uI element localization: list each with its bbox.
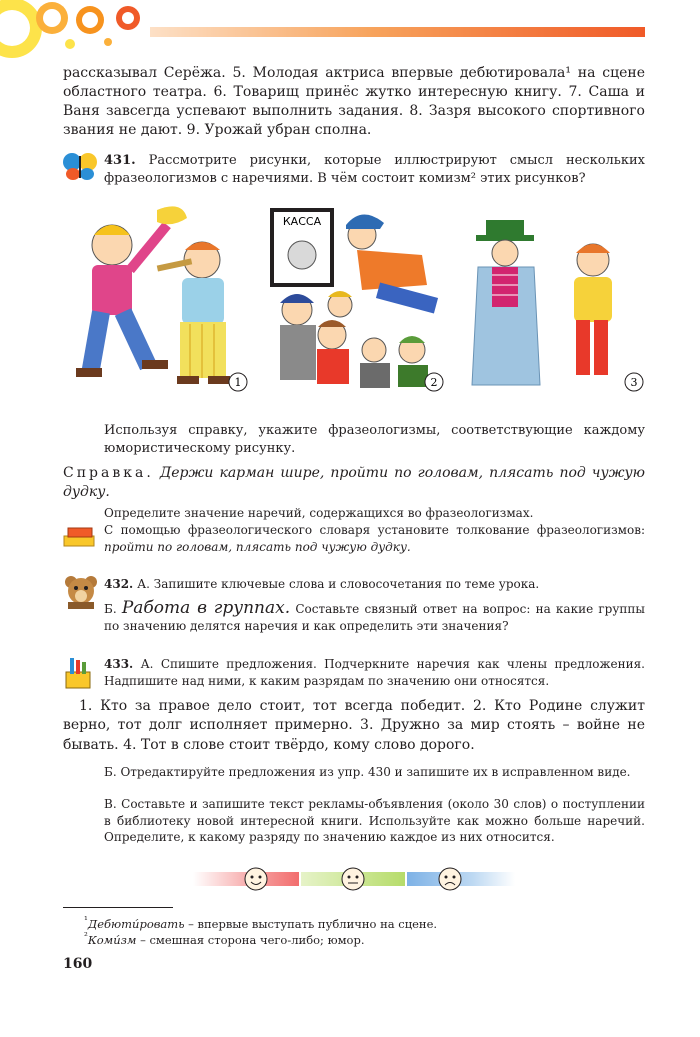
- exercise-433-sentences: 1. Кто за правое дело стоит, тот всегда победит. 2. Кто Родине служит верно, тот долг исполняет примерно. 3. Дружно за мир стоять – войне не бывать. 4. Тот в слове стоит твёрдо, кому слово дорого.: [63, 698, 645, 753]
- exercise-432-b-label: Б.: [104, 602, 117, 616]
- illustration-label-2: 2: [430, 376, 438, 389]
- group-work-title: Работа в группах.: [121, 598, 291, 618]
- exercise-432-b: [104, 600, 645, 634]
- intro-paragraph: рассказывал Серёжа. 5. Молодая актриса впервые дебютировала¹ на сцене областного театра. 6. Товарищ принёс жутко интересную книгу. 7. Саша и Ваня завсегда успевают выполнить задания. 8. Зазря высокого спортивного звания не дают. 9. Урожай убран сполна.: [63, 65, 645, 138]
- illustration-label-3: 3: [630, 376, 638, 389]
- exercise-432-a-text: А. Запишите ключевые слова и словосочетания по теме урока.: [137, 577, 540, 591]
- footnote-1-mark: ¹: [84, 915, 88, 926]
- butterfly-icon: [62, 150, 98, 182]
- footnote-2-term: Коми́зм: [87, 932, 137, 947]
- exercise-432-number: 432.: [104, 577, 134, 591]
- neutral-face-icon: [340, 866, 366, 892]
- exercise-431-task2: Определите значение наречий, содержащихся во фразеологизмах.: [104, 506, 534, 520]
- pencil-cup-icon: [62, 656, 98, 690]
- exercise-432-b-text: Составьте связный ответ на вопрос: на какие группы по значению делятся наречия и как определить эти значения?: [104, 602, 645, 633]
- exercise-433-b: Б. Отредактируйте предложения из упр. 430 и запишите их в исправленном виде.: [104, 765, 631, 779]
- footnote-1-term: Дебюти́ровать: [87, 916, 185, 931]
- exercise-432-a: [104, 576, 645, 593]
- illustration-3: [468, 205, 648, 395]
- task3-prefix: С помощью фразеологического словаря установите толкование фразеологизмов:: [104, 523, 645, 537]
- exercise-431-instruction: Рассмотрите рисунки, которые иллюстрируют смысл нескольких фразеологизмов с наречиями. В чём состоит комизм² этих рисунков?: [104, 153, 645, 186]
- exercise-433-v: В. Составьте и запишите текст рекламы-объявления (около 30 слов) о поступлении в библиотеку новой интересной книги. Используйте как можно больше наречий. Определите, к какому разряду по значению каждое из них относится.: [104, 797, 645, 844]
- footnote-2-mark: ²: [84, 931, 88, 942]
- exercise-433-a: [104, 656, 645, 689]
- header-bar: [150, 27, 645, 37]
- task3-italic: пройти по головам, плясать под чужую дудку.: [104, 539, 411, 554]
- bear-icon: [62, 574, 100, 610]
- footnote-divider: [63, 907, 173, 908]
- header-decoration: [0, 0, 160, 60]
- exercise-433-a-text: А. Спишите предложения. Подчеркните наречия как члены предложения. Надпишите над ними, к каким разрядам по значению они относятся.: [104, 657, 645, 688]
- exercise-431-task: Используя справку, укажите фразеологизмы, соответствующие каждому юмористическому рисунку.: [104, 423, 645, 456]
- spravka-label: Справка.: [63, 465, 154, 481]
- footnote-2-text: – смешная сторона чего-либо; юмор.: [136, 932, 365, 947]
- happy-face-icon: [243, 866, 269, 892]
- illustration-label-1: 1: [234, 376, 242, 389]
- kassa-sign: КАССА: [282, 215, 322, 228]
- book-icon: [62, 524, 98, 550]
- sad-face-icon: [437, 866, 463, 892]
- page-number: 160: [63, 956, 93, 972]
- exercise-431-text: [104, 152, 645, 187]
- exercise-433-number: 433.: [104, 657, 134, 671]
- footnote-1-text: – впервые выступать публично на сцене.: [184, 916, 438, 931]
- spravka-text: Держи карман шире, пройти по головам, плясать под чужую дудку.: [63, 465, 645, 500]
- illustration-2: [262, 205, 452, 395]
- illustration-1: [62, 200, 257, 395]
- circles-ornament-icon: [0, 0, 160, 60]
- exercise-431-task3: [104, 522, 645, 555]
- exercise-431-number: 431.: [104, 153, 136, 168]
- spravka-block: [63, 464, 645, 502]
- footnote-2: [84, 929, 644, 948]
